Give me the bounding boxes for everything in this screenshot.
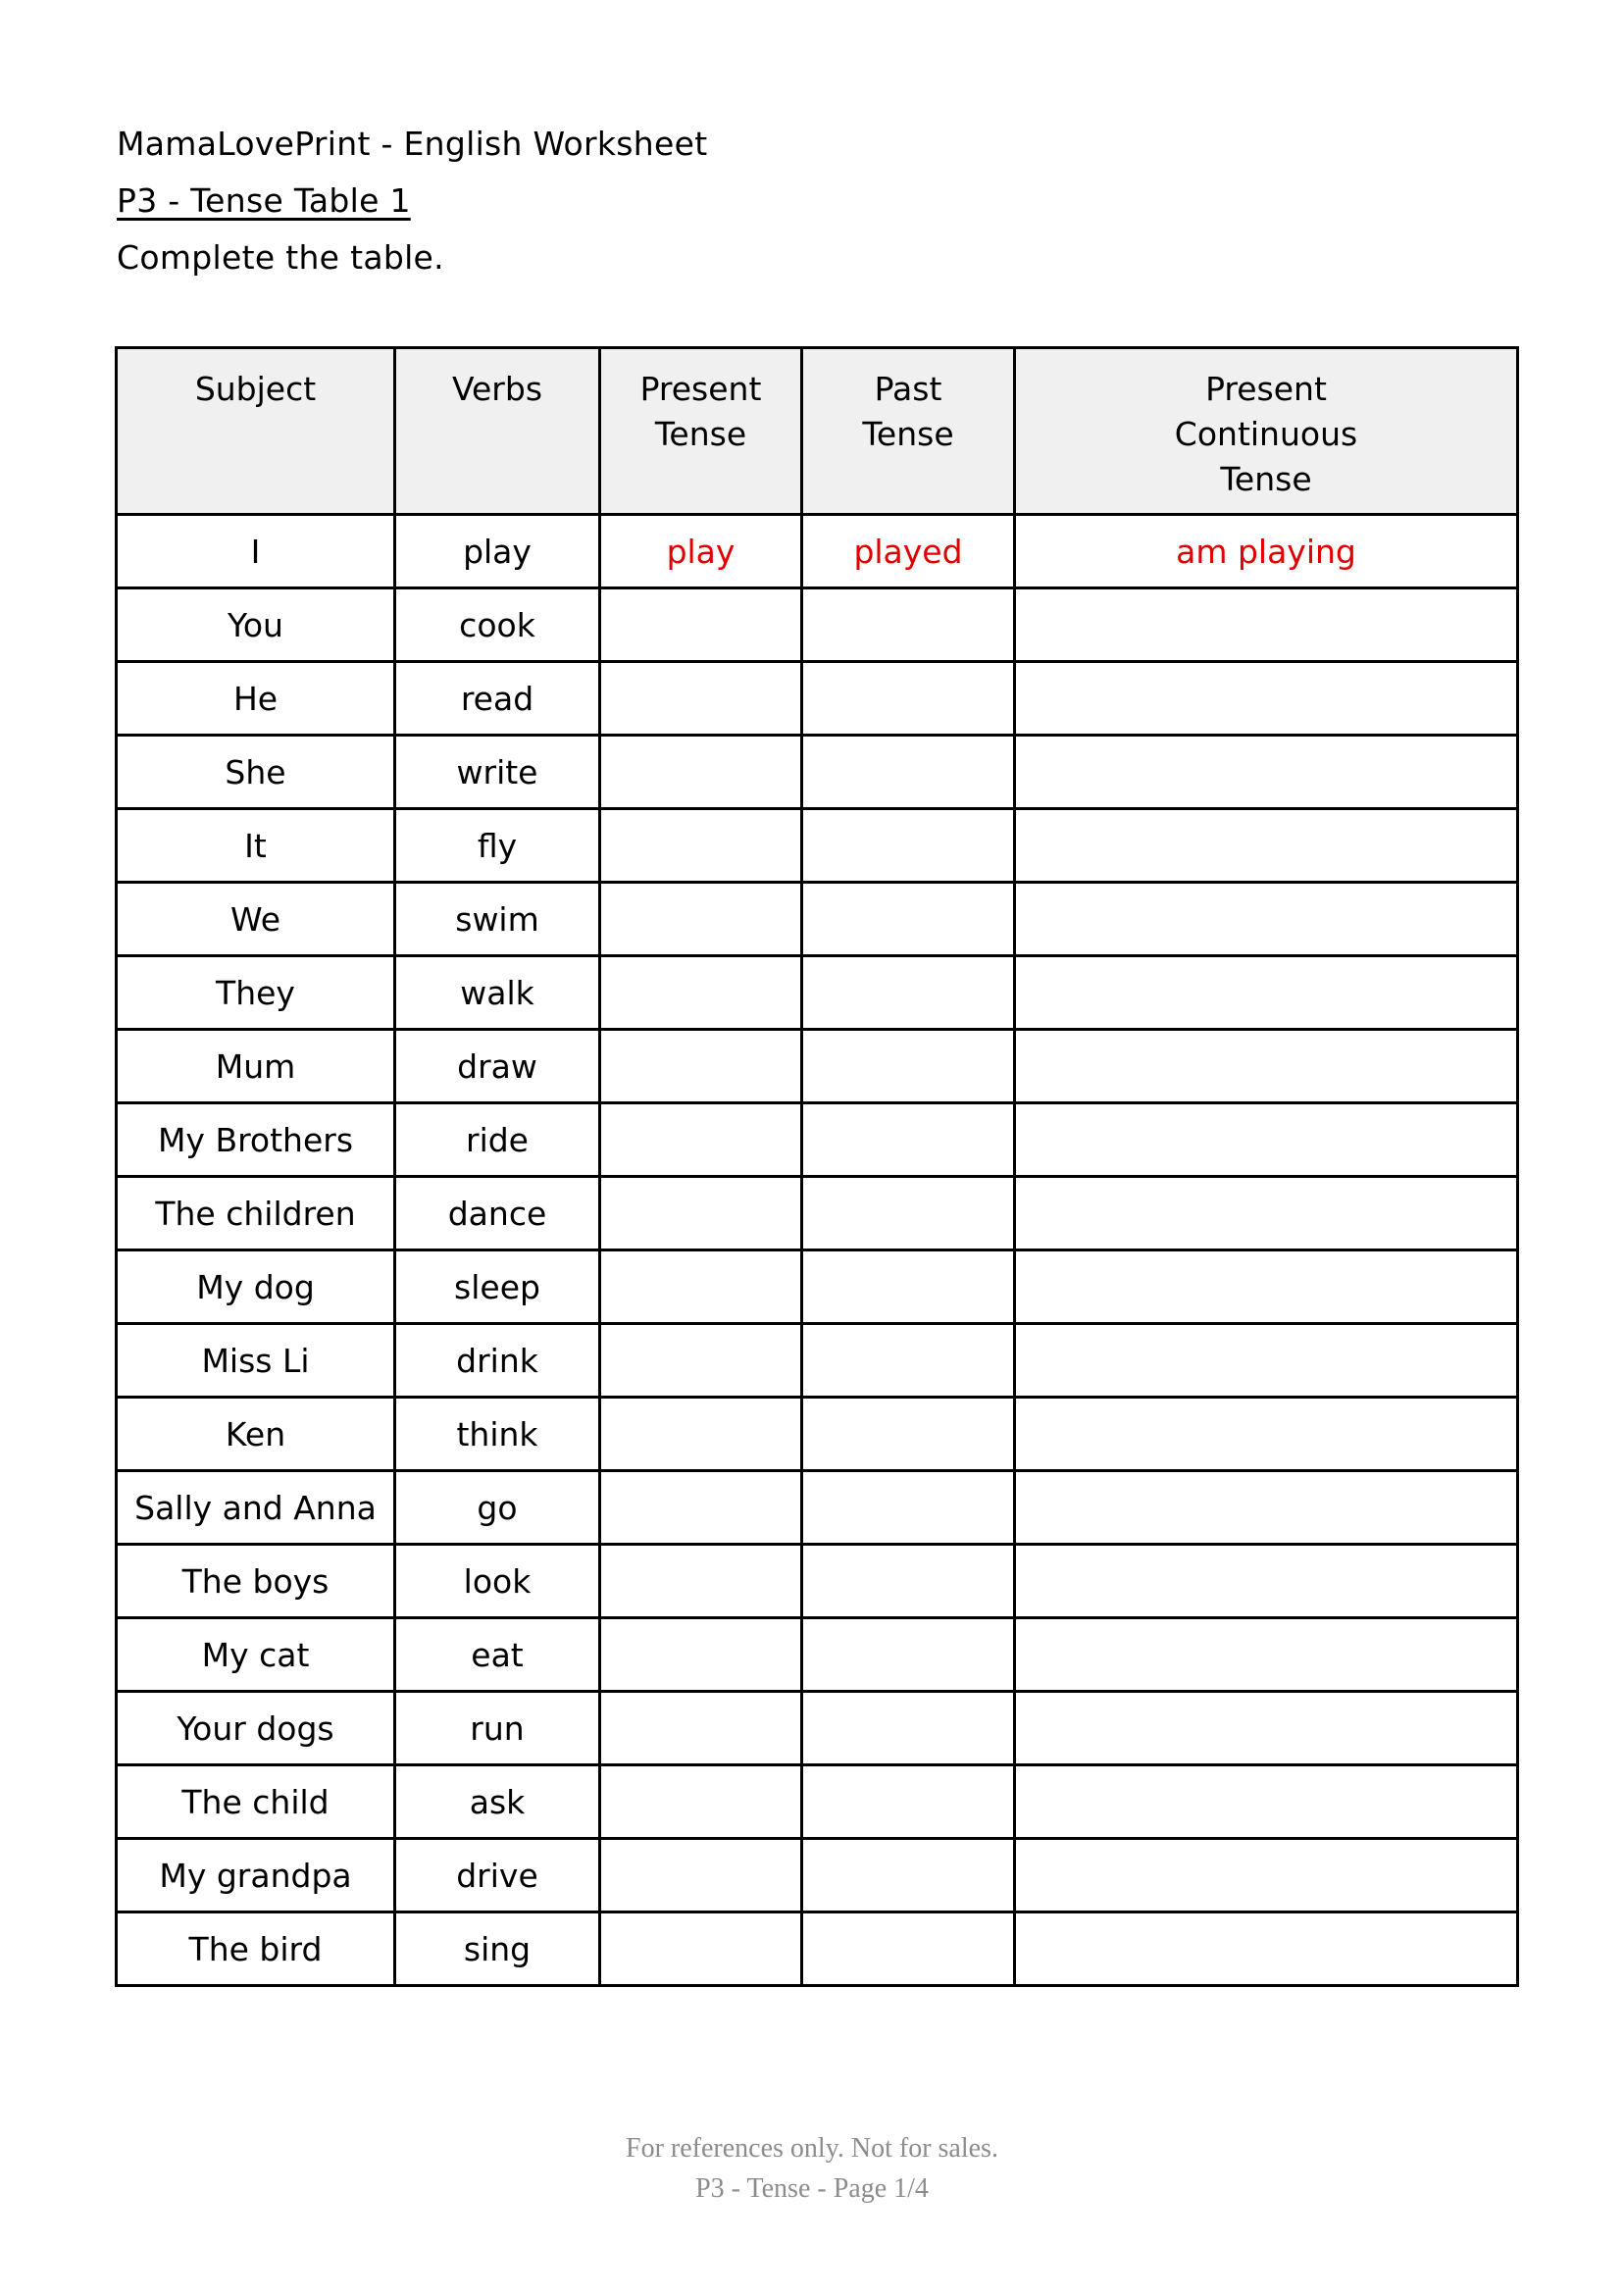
subject-cell: I [117,515,395,588]
verb-cell: fly [395,809,600,883]
subject-cell: My cat [117,1618,395,1692]
subject-cell: The boys [117,1545,395,1618]
table-row [117,1324,1518,1398]
present-tense-cell: play [600,515,802,588]
present-tense-cell [600,1177,802,1250]
present-continuous-cell [1015,1471,1518,1545]
present-continuous-cell [1015,588,1518,662]
present-tense-cell [600,1692,802,1765]
past-tense-cell [802,588,1015,662]
present-continuous-cell [1015,956,1518,1030]
table-row [117,809,1518,883]
past-tense-cell [802,1692,1015,1765]
past-tense-cell [802,1618,1015,1692]
worksheet-title: MamaLovePrint - English Worksheet [117,125,708,163]
subject-cell: The children [117,1177,395,1250]
table-row [117,1398,1518,1471]
verb-cell: ask [395,1765,600,1839]
table-row [117,1030,1518,1103]
header-row [117,348,1518,515]
verb-cell: sleep [395,1250,600,1324]
present-continuous-cell: am playing [1015,515,1518,588]
present-tense-cell [600,1618,802,1692]
past-tense-cell [802,1545,1015,1618]
past-tense-cell [802,1398,1015,1471]
present-tense-cell [600,1398,802,1471]
present-tense-cell [600,1765,802,1839]
subject-cell: They [117,956,395,1030]
past-tense-cell [802,1030,1015,1103]
present-continuous-cell [1015,1103,1518,1177]
table-row [117,1545,1518,1618]
verb-cell: write [395,736,600,809]
present-tense-cell [600,1839,802,1912]
present-continuous-cell [1015,1030,1518,1103]
past-tense-cell [802,883,1015,956]
tense-table [115,346,1519,1987]
present-tense-cell [600,1545,802,1618]
verb-cell: dance [395,1177,600,1250]
verb-cell: think [395,1398,600,1471]
present-continuous-cell [1015,1692,1518,1765]
present-tense-cell [600,809,802,883]
worksheet-header [117,116,1490,286]
present-tense-cell [600,736,802,809]
subject-cell: Your dogs [117,1692,395,1765]
past-tense-cell [802,736,1015,809]
verb-cell: look [395,1545,600,1618]
table-body [117,515,1518,1986]
column-header-present-tense: Present Tense [600,348,802,515]
present-tense-cell [600,1471,802,1545]
past-tense-cell [802,956,1015,1030]
table-row [117,1765,1518,1839]
subject-cell: We [117,883,395,956]
present-tense-cell [600,1324,802,1398]
present-tense-cell [600,1250,802,1324]
present-continuous-cell [1015,883,1518,956]
present-continuous-cell [1015,1839,1518,1912]
verb-cell: run [395,1692,600,1765]
table-row [117,1692,1518,1765]
table-row [117,515,1518,588]
subject-cell: My Brothers [117,1103,395,1177]
subject-cell: Ken [117,1398,395,1471]
past-tense-cell [802,1912,1015,1986]
table-header [117,348,1518,515]
table-row [117,1177,1518,1250]
column-header-subject: Subject [117,348,395,515]
page-footer [0,2128,1624,2209]
column-header-present-continuous-tense: Present Continuous Tense [1015,348,1518,515]
worksheet-instruction: Complete the table. [117,238,444,277]
verb-cell: cook [395,588,600,662]
past-tense-cell [802,1324,1015,1398]
present-continuous-cell [1015,736,1518,809]
table-row [117,883,1518,956]
verb-cell: drink [395,1324,600,1398]
subject-cell: It [117,809,395,883]
table-row [117,1250,1518,1324]
verb-cell: sing [395,1912,600,1986]
table-row [117,588,1518,662]
worksheet-subtitle: P3 - Tense Table 1 [117,181,411,220]
verb-cell: swim [395,883,600,956]
subject-cell: My dog [117,1250,395,1324]
subject-cell: The child [117,1765,395,1839]
present-continuous-cell [1015,662,1518,736]
present-tense-cell [600,1030,802,1103]
subject-cell: He [117,662,395,736]
column-header-past-tense: Past Tense [802,348,1015,515]
footer-disclaimer: For references only. Not for sales. [626,2133,998,2164]
verb-cell: read [395,662,600,736]
present-tense-cell [600,1912,802,1986]
footer-page-number: P3 - Tense - Page 1/4 [695,2173,929,2204]
past-tense-cell [802,1250,1015,1324]
table-row [117,1839,1518,1912]
present-tense-cell [600,1103,802,1177]
table-row [117,1471,1518,1545]
verb-cell: drive [395,1839,600,1912]
present-tense-cell [600,883,802,956]
past-tense-cell [802,662,1015,736]
present-continuous-cell [1015,1324,1518,1398]
verb-cell: play [395,515,600,588]
subject-cell: The bird [117,1912,395,1986]
present-tense-cell [600,662,802,736]
past-tense-cell [802,1177,1015,1250]
verb-cell: draw [395,1030,600,1103]
verb-cell: go [395,1471,600,1545]
table-row [117,1103,1518,1177]
present-continuous-cell [1015,1618,1518,1692]
table-row [117,662,1518,736]
table-row [117,956,1518,1030]
table-row [117,1912,1518,1986]
verb-cell: walk [395,956,600,1030]
present-tense-cell [600,956,802,1030]
past-tense-cell [802,1839,1015,1912]
present-continuous-cell [1015,1250,1518,1324]
verb-cell: eat [395,1618,600,1692]
past-tense-cell [802,1471,1015,1545]
present-continuous-cell [1015,1545,1518,1618]
subject-cell: Mum [117,1030,395,1103]
verb-cell: ride [395,1103,600,1177]
subject-cell: Miss Li [117,1324,395,1398]
subject-cell: You [117,588,395,662]
present-continuous-cell [1015,1398,1518,1471]
table-row [117,1618,1518,1692]
present-continuous-cell [1015,1765,1518,1839]
table-row [117,736,1518,809]
column-header-verbs: Verbs [395,348,600,515]
past-tense-cell [802,1765,1015,1839]
subject-cell: My grandpa [117,1839,395,1912]
present-continuous-cell [1015,1177,1518,1250]
subject-cell: Sally and Anna [117,1471,395,1545]
past-tense-cell: played [802,515,1015,588]
past-tense-cell [802,809,1015,883]
present-continuous-cell [1015,809,1518,883]
subject-cell: She [117,736,395,809]
present-tense-cell [600,588,802,662]
present-continuous-cell [1015,1912,1518,1986]
past-tense-cell [802,1103,1015,1177]
